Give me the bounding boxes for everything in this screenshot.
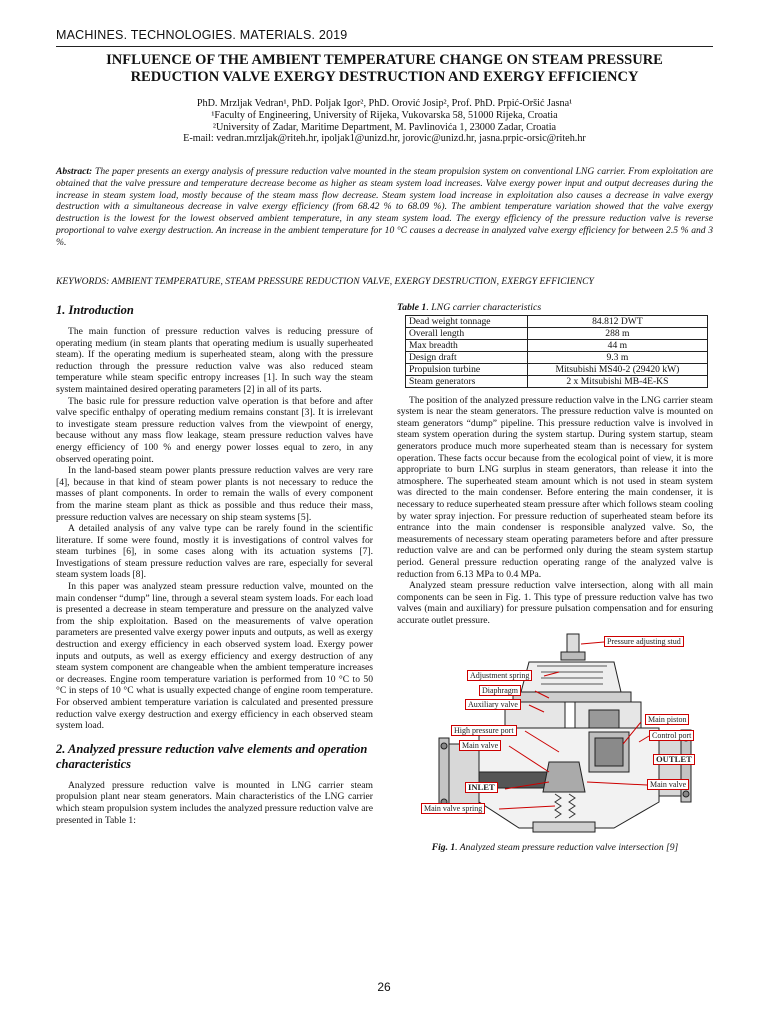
figure-1-label: Fig. 1 [431,842,456,854]
section-2-heading: 2. Analyzed pressure reduction valve elements and operation characteristics [56,741,368,771]
table-1 [405,315,708,388]
table-1-caption [397,302,713,314]
table-cell-name: Design draft [406,351,528,363]
paper-title [56,52,713,86]
right-paragraph-2: Analyzed steam pressure reduction valve intersection, along with all main components can be seen in Fig. 1. This type of pressure reduction valve has two valves (main and auxiliary) for pressure pulsation compensation and for ensuring accurate outlet pressure. [397,580,713,626]
author-emails: E-mail: vedran.mrzljak@riteh.hr, ipoljak1@unizd.hr, jorovic@unizd.hr, jasna.prpic-orsic@riteh.hr [183,133,586,145]
label-adjustment-spring: Adjustment spring [467,670,532,681]
author-names: PhD. Mrzljak Vedran¹, PhD. Poljak Igor², PhD. Orović Josip², Prof. PhD. Prpić-Oršić Jasna¹ [196,98,573,109]
abstract-label: Abstract: [56,166,93,177]
table-cell-name: Max breadth [406,339,528,351]
intro-paragraph-2: The basic rule for pressure reduction valve operation is that before and after valve specific enthalpy of operating medium remains constant [3]. It is irrelevant to investigate steam pressure reduction valves from the viewpoint of energy, because without any mass flow leakage, steam pressure reduction valves have energy efficiency of 100 % and energy power losses equal to zero, in any observed operating point. [56,395,373,465]
table-1-caption-text: . LNG carrier characteristics [426,302,542,313]
header-rule [56,46,713,47]
table-1-label: Table 1 [397,302,427,313]
table-cell-name: Steam generators [406,375,528,387]
title-line-1: INFLUENCE OF THE AMBIENT TEMPERATURE CHANGE ON STEAM PRESSURE [106,52,663,68]
intro-paragraph-4: A detailed analysis of any valve type can be rarely found in the scientific literature. If some were found, mostly it is investigations of control valves for steam turbines [6], in some cases along with its actuation systems [7]. Investigations of steam pressure reduction valves are rare, especially for several steam system loads [8]. [56,523,373,581]
abstract-text: The paper presents an exergy analysis of pressure reduction valve mounted in the steam propulsion system on conventional LNG carrier. From exploitation are obtained that the valve pressure and temperature decrease become as higher as steam system load increases. Valve exergy power input and output decreases during the increase in steam system load, mostly because of the steam mass flow decrease. Steam system load increase in exploitation also causes a decrease in valve exergy destruction with a simultaneous decrease in valve exergy efficiency (from 68.42 % to 68.09 %). The ambient temperature variation showed that the valve exergy destruction is the lowest for the lowest observed ambient temperature, in any steam system load. The exergy efficiency of the pressure reduction valve is reverse proportional to valve exergy destruction. An increase in the ambient temperature for 10 °C causes a decrease in analyzed valve exergy efficiency for between 2.5 % and 3 %. [56,166,713,248]
affiliation-1: ¹Faculty of Engineering, University of Rijeka, Vukovarska 58, 51000 Rijeka, Croatia [211,109,558,121]
label-main-valve-spring: Main valve spring [421,803,485,814]
affiliation-2: ²University of Zadar, Maritime Department, M. Pavlinovića 1, 23000 Zadar, Croatia [212,121,557,133]
intro-paragraph-5: In this paper was analyzed steam pressure reduction valve, mounted on the main condenser “dump” line, through a several steam system loads. For each load is presented a decrease in steam temperature and pressure on the analyzed valve from the ship exploitation. Based on the measurements of valve operation parameters are presented valve exergy power inputs and outputs, as well as exergy destruction and exergy efficiency in each observed system load. Exergy power inputs and outputs, as well as exergy efficiency and exergy destruction of any steam system component are changeable when the ambient temperature increases or decreases. Engine room temperature variation is performed from 10 °C to 50 °C in steps of 10 °C what is usually expected change of engine room temperature. For observed ambient temperature variation is calculated and presented pressure reduction valve exergy destruction and exergy efficiency in each observed steam system load. [56,581,373,732]
table-cell-name: Dead weight tonnage [406,315,528,327]
abstract [56,166,713,249]
authors-block [56,98,713,145]
label-outlet: OUTLET [653,754,695,765]
figure-1-caption [397,842,713,854]
left-column [56,303,373,826]
table-cell-value: 9.3 m [527,351,707,363]
figure-1-caption-text: . Analyzed steam pressure reduction valve intersection [9] [455,842,679,854]
label-auxiliary-valve: Auxiliary valve [465,699,521,710]
table-row [406,351,708,363]
table-row [406,375,708,387]
table-cell-value: 288 m [527,327,707,339]
label-control-port: Control port [649,730,694,741]
table-cell-value: 2 x Mitsubishi MB-4E-KS [527,375,707,387]
title-line-2: REDUCTION VALVE EXERGY DESTRUCTION AND EXERGY EFFICIENCY [130,69,639,85]
table-row [406,339,708,351]
journal-header: MACHINES. TECHNOLOGIES. MATERIALS. 2019 [56,28,348,42]
label-main-piston: Main piston [645,714,689,725]
table-row [406,363,708,375]
figure-1 [409,632,711,840]
label-inlet: INLET [465,782,498,793]
table-cell-value: Mitsubishi MS40-2 (29420 kW) [527,363,707,375]
intro-paragraph-3: In the land-based steam power plants pressure reduction valves are very rare [4], because in that kind of steam power plants is not necessary to reduce the masses of plant components. In order to remain the walls of every component from the marine steam plant as thick as possible and thus reduce their mass, pressure reduction valves are necessary on ship steam systems [5]. [56,465,373,523]
table-row [406,315,708,327]
keywords: KEYWORDS: AMBIENT TEMPERATURE, STEAM PRESSURE REDUCTION VALVE, EXERGY DESTRUCTION, EXERGY EFFICIENCY [56,276,594,287]
right-column [397,302,713,854]
table-row [406,327,708,339]
label-main-valve-right: Main valve [647,779,689,790]
table-cell-name: Overall length [406,327,528,339]
intro-paragraph-1: The main function of pressure reduction valves is reducing pressure of operating medium (in steam plants that operating medium is usually superheated steam). If the operating medium is superheated steam, along with the pressure reduction through the pressure reduction valve was also reduced steam temperature while steam specific entropy increases [1]. In such way the steam system maintained desired operating parameters [2] in all of its parts. [56,326,373,395]
section-1-heading: 1. Introduction [56,303,134,317]
table-cell-value: 44 m [527,339,707,351]
page-number: 26 [377,980,391,994]
table-cell-value: 84.812 DWT [527,315,707,327]
label-diaphragm: Diaphragm [479,685,521,696]
label-main-valve-left: Main valve [459,740,501,751]
table-cell-name: Propulsion turbine [406,363,528,375]
right-paragraph-1: The position of the analyzed pressure reduction valve in the LNG carrier steam system is near the steam generators. The pressure reduction valve is mounted on steam generators “dump” pipeline. This pressure reduction valve is involved in steam system operation during the system startup. During system startup, steam generators produce much more superheated steam than is necessary for system operation. These facts occur because from the ecological point of view, it is more appropriate to burn LNG surplus in steam generators, than release it into the atmosphere. The superheated steam amount which is not used in steam system was directed to the main condenser. Before entering the main condenser, it is necessary to reduce superheated steam pressure after which follows steam cooling by water spray injection. For pressure reduction of superheated steam before its entrance into the main condenser is responsible analyzed valve. So, the measurements of necessary steam operating parameters before and after pressure reduction valve are and can be performed only during the steam system startup period. General pressure reduction operating range of the analyzed valve is reduction from 6.13 MPa to 0.4 MPa. [397,394,713,580]
section-2-paragraph-1: Analyzed pressure reduction valve is mounted in LNG carrier steam propulsion plant near steam generators. Main characteristics of the LNG carrier which steam propulsion system includes the analyzed pressure reduction valve are presented in Table 1: [56,779,373,826]
label-pressure-adjusting-stud: Pressure adjusting stud [604,636,684,647]
label-high-pressure-port: High pressure port [451,725,517,736]
